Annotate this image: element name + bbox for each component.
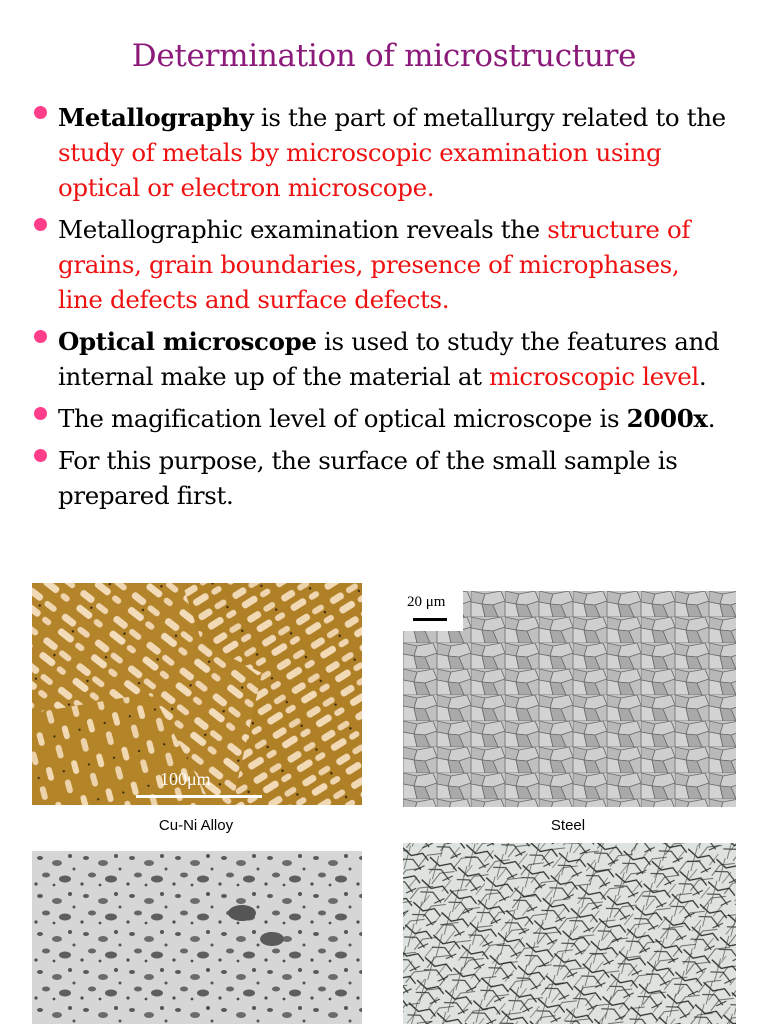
bullet-dot-icon bbox=[34, 330, 47, 343]
steel-grain-texture bbox=[403, 591, 736, 807]
bullet-text: The magification level of optical microscope is bbox=[58, 404, 627, 433]
term-optical-microscope: Optical microscope bbox=[58, 327, 317, 356]
martensite-micrograph bbox=[403, 843, 736, 1024]
bullet-dot-icon bbox=[34, 407, 47, 420]
bullet-optical-microscope bbox=[30, 324, 730, 394]
bullet-dot-icon bbox=[34, 449, 47, 462]
bullet-dot-icon bbox=[34, 106, 47, 119]
term-metallography: Metallography bbox=[58, 103, 254, 132]
steel-scale-bar bbox=[413, 618, 447, 621]
bullet-text-end: . bbox=[698, 362, 707, 391]
highlight-text: microscopic level bbox=[489, 362, 699, 391]
cuni-scale-bar bbox=[136, 795, 262, 798]
bullet-sample-preparation bbox=[30, 443, 730, 513]
bullet-magnification bbox=[30, 401, 730, 436]
bullet-text: is used to study the features and internal make up of the material at bbox=[58, 327, 720, 391]
cuni-alloy-caption: Cu-Ni Alloy bbox=[158, 817, 234, 834]
bullet-examination bbox=[30, 212, 730, 317]
bullet-metallography bbox=[30, 100, 730, 205]
page-title: Determination of microstructure bbox=[131, 38, 637, 74]
highlight-text: study of metals by microscopic examination using optical or electron microscope. bbox=[58, 138, 662, 202]
bullet-text: For this purpose, the surface of the small sample is prepared first. bbox=[58, 446, 678, 510]
particle-texture bbox=[32, 851, 362, 1024]
bullet-text-end: . bbox=[707, 404, 716, 433]
bullet-text: Metallographic examination reveals the bbox=[58, 215, 548, 244]
highlight-text: structure of grains, grain boundaries, presence of microphases, line defects and surface defects. bbox=[58, 215, 691, 314]
steel-scale-label: 20 μm bbox=[407, 594, 446, 610]
steel-caption: Steel bbox=[550, 817, 586, 834]
cuni-scale-label: 100μm bbox=[160, 769, 211, 789]
bullet-list bbox=[30, 100, 730, 520]
martensite-texture bbox=[403, 843, 736, 1024]
particle-micrograph bbox=[32, 851, 362, 1024]
steel-micrograph bbox=[403, 591, 736, 807]
magnification-value: 2000x bbox=[626, 404, 708, 433]
cuni-alloy-micrograph bbox=[32, 583, 362, 805]
bullet-dot-icon bbox=[34, 218, 47, 231]
bullet-text: is the part of metallurgy related to the bbox=[253, 103, 726, 132]
